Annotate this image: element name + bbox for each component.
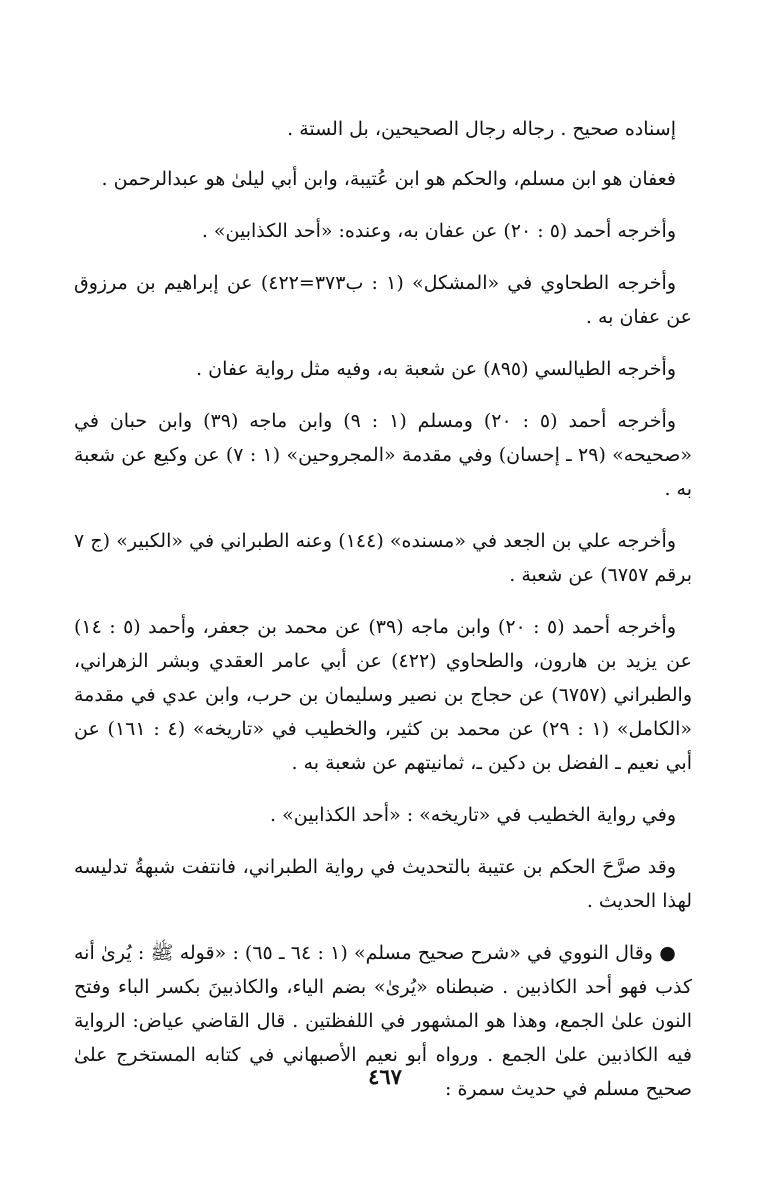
paragraph-isnad: إسناده صحيح . رجاله رجال الصحيحين، بل الستة . bbox=[287, 118, 676, 140]
paragraph-ibn-al-jad: وأخرجه علي بن الجعد في «مسنده» (١٤٤) وعنه الطبراني في «الكبير» (ج ٧ برقم ٦٧٥٧) عن شعبة . bbox=[74, 530, 692, 586]
page-number: ٤٦٧ bbox=[368, 1064, 402, 1089]
paragraph-tayalisi: وأخرجه الطيالسي (٨٩٥) عن شعبة به، وفيه مثل رواية عفان . bbox=[196, 358, 676, 380]
paragraph-ahmad: وأخرجه أحمد (٥ : ٢٠) عن عفان به، وعنده: «أحد الكذابين» . bbox=[201, 220, 676, 242]
paragraph-tahdith: وقد صرَّحَ الحكم بن عتيبة بالتحديث في رواية الطبراني، فانتفت شبهةُ تدليسه لهذا الحديث . bbox=[74, 856, 692, 912]
paragraph-ahmad-muslim: وأخرجه أحمد (٥ : ٢٠) ومسلم (١ : ٩) وابن ماجه (٣٩) وابن حبان في «صحيحه» (٢٩ ـ إحسان) وفي مقدمة «المجروحين» (١ : ٧) عن وكيع عن شعبة به . bbox=[74, 410, 692, 500]
paragraph-tahawi: وأخرجه الطحاوي في «المشكل» (١ : ب٣٧٣=٤٢٢) عن إبراهيم بن مرزوق عن عفان به . bbox=[74, 272, 692, 328]
paragraph-ahmad-ibn-majah: وأخرجه أحمد (٥ : ٢٠) وابن ماجه (٣٩) عن محمد بن جعفر، وأحمد (٥ : ١٤) عن يزيد بن هارون، والطحاوي (٤٢٢) عن أبي عامر العقدي وبشر الزهراني، والطبراني (٦٧٥٧) عن حجاج بن نصير وسليمان بن حرب، وابن عدي في مقدمة «الكامل» (١ : ٢٩) عن محمد بن كثير، والخطيب في «تاريخه» (٤ : ١٦١) عن أبي نعيم ـ الفضل بن دكين ـ، ثمانيتهم عن شعبة به . bbox=[74, 616, 693, 774]
paragraph-narrators: فعفان هو ابن مسلم، والحكم هو ابن عُتيبة، وابن أبي ليلىٰ هو عبدالرحمن . bbox=[101, 168, 676, 190]
paragraph-nawawi: ● وقال النووي في «شرح صحيح مسلم» (١ : ٦٤ ـ ٦٥) : «قوله ﷺ : يُرىٰ أنه كذب فهو أحد الكاذبين . ضبطناه «يُرىٰ» بضم الياء، والكاذبينَ بكسر الباء وفتح النون علىٰ الجمع، وهذا هو المشهور في اللفظتين . قال القاضي عياض: الرواية فيه الكاذبين علىٰ الجمع . ورواه أبو نعيم الأصبهاني في كتابه المستخرج علىٰ صحيح مسلم في حديث سمرة : bbox=[74, 942, 692, 1100]
paragraph-khatib: وفي رواية الخطيب في «تاريخه» : «أحد الكذابين» . bbox=[270, 804, 676, 826]
